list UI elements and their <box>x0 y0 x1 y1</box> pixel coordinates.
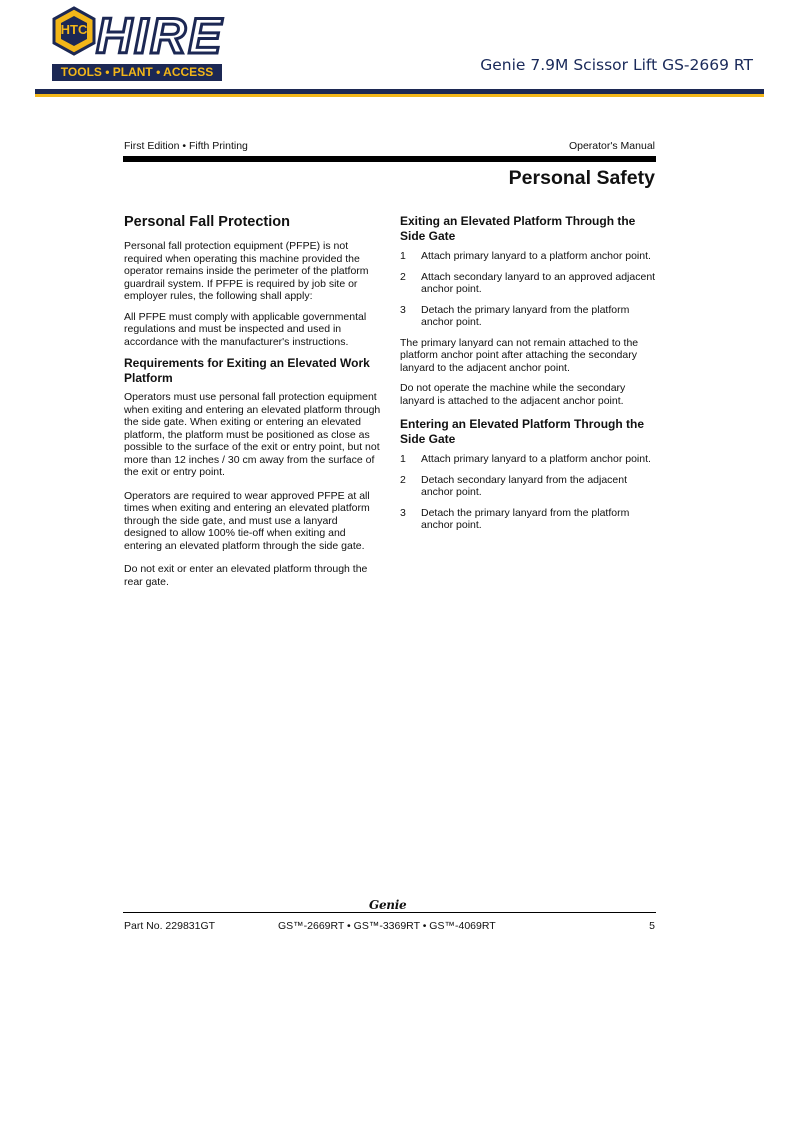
step-text: Attach primary lanyard to a platform anchor point. <box>421 250 651 262</box>
part-number: Part No. 229831GT <box>124 920 216 932</box>
footer-rule <box>123 912 656 913</box>
htc-hire-logo <box>34 6 249 84</box>
pfpe-compliance-paragraph: All PFPE must comply with applicable governmental regulations and must be inspected and used in accordance with the manufacturer's instructions. <box>124 310 367 348</box>
running-header-manual: Operator's Manual <box>568 140 655 152</box>
logo-badge-text: HTC <box>60 22 88 37</box>
approved-pfpe-paragraph: Operators are required to wear approved PFPE at all times when exiting and entering an elevated platform through the side gate, and must use a lanyard designed to allow 100% tie-off when exiting and entering an elevated platform through the side gate. <box>124 489 370 552</box>
exit-requirements-heading: Requirements for Exiting an Elevated Work Platform <box>124 356 370 385</box>
list-item <box>400 474 657 499</box>
running-header-edition: First Edition • Fifth Printing <box>124 140 248 152</box>
step-text: Detach the primary lanyard from the platform anchor point. <box>421 303 630 328</box>
lanyard-note: The primary lanyard can not remain attached to the platform anchor point after attaching the secondary lanyard to the adjacent anchor point. <box>400 336 639 374</box>
page-number: 5 <box>649 920 655 932</box>
step-text: Detach the primary lanyard from the platform anchor point. <box>421 506 630 531</box>
left-column <box>124 214 382 596</box>
logo-tagline: TOOLS • PLANT • ACCESS <box>60 65 214 79</box>
logo-wordmark: HIRE <box>96 8 224 64</box>
list-item <box>400 250 657 263</box>
step-number: 2 <box>400 473 406 486</box>
step-text: Attach primary lanyard to a platform anchor point. <box>421 453 651 465</box>
fall-protection-heading: Personal Fall Protection <box>124 214 290 230</box>
genie-logo: Genie <box>369 898 407 912</box>
header-rule-gold <box>35 94 764 97</box>
right-column <box>400 214 657 540</box>
list-item <box>400 453 657 466</box>
rear-gate-warning: Do not exit or enter an elevated platform through the rear gate. <box>124 563 368 588</box>
section-title: Personal Safety <box>508 167 655 189</box>
model-numbers: GS™-2669RT • GS™-3369RT • GS™-4069RT <box>278 920 496 932</box>
list-item <box>400 271 657 296</box>
exit-steps-list <box>400 250 657 329</box>
step-number: 3 <box>400 303 406 316</box>
step-number: 3 <box>400 506 406 519</box>
document-title: Genie 7.9M Scissor Lift GS-2669 RT <box>480 56 753 74</box>
exit-procedure-heading: Exiting an Elevated Platform Through the Side Gate <box>400 214 636 243</box>
step-number: 1 <box>400 250 406 262</box>
step-number: 1 <box>400 453 406 465</box>
enter-steps-list <box>400 453 657 532</box>
step-text: Detach secondary lanyard from the adjacent anchor point. <box>421 473 628 498</box>
operation-warning: Do not operate the machine while the secondary lanyard is attached to the adjacent anchor point. <box>400 382 626 407</box>
enter-procedure-heading: Entering an Elevated Platform Through the Side Gate <box>400 417 645 446</box>
list-item <box>400 507 657 532</box>
pfpe-intro-paragraph: Personal fall protection equipment (PFPE) is not required when operating this machine provided the operator remains inside the perimeter of the platform guardrail system. If PFPE is required by job site or employer rules, the following shall apply: <box>124 240 369 302</box>
section-rule <box>123 156 656 162</box>
list-item <box>400 304 657 329</box>
step-number: 2 <box>400 270 406 283</box>
exit-requirements-paragraph: Operators must use personal fall protection equipment when exiting and entering an elevated platform through the side gate. When exiting or entering an elevated platform, the platform must be positioned as close as possible to the surface of the exit or entry point, but not more than 12 inches / 30 cm away from the surface of the exit or entry point. <box>124 391 381 478</box>
step-text: Attach secondary lanyard to an approved adjacent anchor point. <box>421 270 656 295</box>
